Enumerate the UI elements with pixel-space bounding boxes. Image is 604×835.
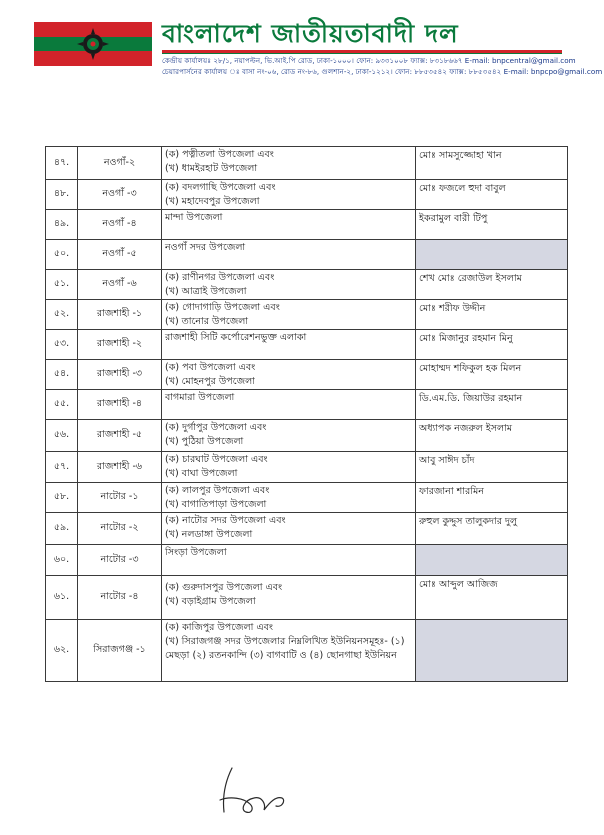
constituency-cell: নাটোর -১ xyxy=(78,483,162,513)
party-flag-logo xyxy=(34,22,152,66)
candidate-cell: মোঃ শরীফ উদ্দীন xyxy=(416,300,568,330)
serial-cell: ৪৮. xyxy=(46,180,78,210)
constituency-cell: রাজশাহী -৫ xyxy=(78,420,162,452)
candidate-cell-empty xyxy=(416,240,568,270)
candidate-cell: মোঃ ফজলে হুদা বাবুল xyxy=(416,180,568,210)
candidate-cell: মোহাম্মদ শফিকুল হক মিলন xyxy=(416,360,568,390)
candidate-cell: অধ্যাপক নজরুল ইসলাম xyxy=(416,420,568,452)
area-cell xyxy=(162,300,416,330)
area-cell xyxy=(162,576,416,620)
party-name: বাংলাদেশ জাতীয়তাবাদী দল xyxy=(162,19,459,48)
serial-cell: ৫৭. xyxy=(46,452,78,483)
area-line: (খ) ধামইরহাট উপজেলা xyxy=(165,163,258,174)
area-line: (খ) বড়াইগ্রাম উপজেলা xyxy=(165,596,256,607)
serial-cell: ৬১. xyxy=(46,576,78,620)
area-line: (খ) তানোর উপজেলা xyxy=(165,316,249,327)
serial-cell: ৫৫. xyxy=(46,390,78,420)
area-line: নওগাঁ সদর উপজেলা xyxy=(165,242,246,253)
table-row xyxy=(46,360,568,390)
area-line: (ক) কাজিপুর উপজেলা এবং xyxy=(165,622,274,633)
table-row xyxy=(46,210,568,240)
area-line: (ক) বদলগাছি উপজেলা এবং xyxy=(165,182,276,193)
area-line: (ক) পত্নীতলা উপজেলা এবং xyxy=(165,149,274,160)
handwritten-signature xyxy=(210,760,300,820)
letterhead xyxy=(0,0,604,80)
constituency-cell: নওগাঁ -৪ xyxy=(78,210,162,240)
area-line: (ক) দুর্গাপুর উপজেলা এবং xyxy=(165,422,267,433)
area-cell xyxy=(162,360,416,390)
table-row xyxy=(46,620,568,682)
table-row xyxy=(46,483,568,513)
signature-icon xyxy=(210,760,300,820)
area-cell xyxy=(162,545,416,576)
constituency-cell: নাটোর -৩ xyxy=(78,545,162,576)
area-cell xyxy=(162,452,416,483)
area-cell xyxy=(162,390,416,420)
constituency-cell: নওগাঁ -৬ xyxy=(78,270,162,300)
serial-cell: ৫৩. xyxy=(46,330,78,360)
candidate-cell: রুহুল কুদ্দুস তালুকদার দুলু xyxy=(416,513,568,545)
serial-cell: ৫৬. xyxy=(46,420,78,452)
area-cell xyxy=(162,210,416,240)
table-row xyxy=(46,147,568,180)
area-line: (খ) নলডাঙ্গা উপজেলা xyxy=(165,529,253,540)
table-row xyxy=(46,513,568,545)
candidate-cell-empty xyxy=(416,620,568,682)
serial-cell: ৫১. xyxy=(46,270,78,300)
table-row xyxy=(46,545,568,576)
area-line: (খ) মহাদেবপুর উপজেলা xyxy=(165,196,260,207)
table-row xyxy=(46,180,568,210)
table-row xyxy=(46,300,568,330)
constituency-cell: রাজশাহী -১ xyxy=(78,300,162,330)
header-rule-green xyxy=(162,53,562,54)
serial-cell: ৪৭. xyxy=(46,147,78,180)
area-cell xyxy=(162,270,416,300)
table-row xyxy=(46,330,568,360)
serial-cell: ৪৯. xyxy=(46,210,78,240)
constituency-cell: রাজশাহী -৪ xyxy=(78,390,162,420)
area-line: (ক) চারঘাট উপজেলা এবং xyxy=(165,454,268,465)
area-cell xyxy=(162,180,416,210)
area-cell xyxy=(162,240,416,270)
constituency-cell: রাজশাহী -৩ xyxy=(78,360,162,390)
area-line: (ক) পবা উপজেলা এবং xyxy=(165,362,256,373)
constituency-cell: নওগাঁ-২ xyxy=(78,147,162,180)
area-line: (খ) সিরাজগঞ্জ সদর উপজেলার নিম্নলিখিত ইউনিয়নসমূহঃ- (১) xyxy=(165,636,405,647)
table-row xyxy=(46,420,568,452)
candidate-cell: ফারজানা শারমিন xyxy=(416,483,568,513)
constituency-cell: নাটোর -৪ xyxy=(78,576,162,620)
area-line: (ক) রাণীনগর উপজেলা এবং xyxy=(165,272,275,283)
serial-cell: ৫৮. xyxy=(46,483,78,513)
area-line: সিংড়া উপজেলা xyxy=(165,547,227,558)
chairperson-office-address: চেয়ারপার্সনের কার্যালয় ঃ বাসা নং-০৬, রোড নং-৮৬, গুলশান-২, ঢাকা-১২১২। ফোন: ৮৮৫৩৫৪২ ফ্যাক্স: ৮৮৫৩৫৪২ E-mail: bnpcpo@gmail.com xyxy=(162,67,603,76)
serial-cell: ৫০. xyxy=(46,240,78,270)
area-cell xyxy=(162,330,416,360)
candidate-cell: ডি.এম.ডি. জিয়াউর রহমান xyxy=(416,390,568,420)
area-cell xyxy=(162,420,416,452)
flag-emblem-icon xyxy=(34,22,152,66)
candidate-cell: মোঃ সামসুজ্জোহা খান xyxy=(416,147,568,180)
candidate-cell: মোঃ আব্দুল আজিজ xyxy=(416,576,568,620)
candidate-table-body xyxy=(46,147,568,682)
area-cell xyxy=(162,483,416,513)
area-line: মান্দা উপজেলা xyxy=(165,212,223,223)
candidate-table xyxy=(45,146,568,682)
area-cell xyxy=(162,147,416,180)
central-office-address: কেন্দ্রীয় কার্যালয়ঃ ২৮/১, নয়াপল্টন, ভি.আই.পি রোড, ঢাকা-১০০০। ফোন: ৯৩৩১০০৮ ফ্যাক্স: ৮৩১৮৬৬৭ E-mail: bnpcentral@gmail.com xyxy=(162,56,576,65)
candidate-cell: আবু সাঈদ চাঁদ xyxy=(416,452,568,483)
candidate-cell: ইকরামুল বারী টিপু xyxy=(416,210,568,240)
serial-cell: ৫২. xyxy=(46,300,78,330)
serial-cell: ৬০. xyxy=(46,545,78,576)
constituency-cell: নওগাঁ -৫ xyxy=(78,240,162,270)
constituency-cell: রাজশাহী -২ xyxy=(78,330,162,360)
area-line: (খ) পুঠিয়া উপজেলা xyxy=(165,436,244,447)
area-cell xyxy=(162,513,416,545)
area-line: রাজশাহী সিটি কর্পোরেশনভুক্ত এলাকা xyxy=(165,332,307,343)
candidate-cell: শেখ মোঃ রেজাউল ইসলাম xyxy=(416,270,568,300)
area-line: (ক) লালপুর উপজেলা এবং xyxy=(165,485,270,496)
table-row xyxy=(46,390,568,420)
area-line: (খ) বাগাতিপাড়া উপজেলা xyxy=(165,499,267,510)
area-line: (ক) নাটোর সদর উপজেলা এবং xyxy=(165,515,286,526)
candidate-cell-empty xyxy=(416,545,568,576)
area-line: (খ) মোহনপুর উপজেলা xyxy=(165,376,255,387)
area-cell xyxy=(162,620,416,682)
constituency-cell: সিরাজগঞ্জ -১ xyxy=(78,620,162,682)
serial-cell: ৬২. xyxy=(46,620,78,682)
serial-cell: ৫৯. xyxy=(46,513,78,545)
area-line: বাগমারা উপজেলা xyxy=(165,392,235,403)
constituency-cell: নওগাঁ -৩ xyxy=(78,180,162,210)
area-line: (খ) আত্রাই উপজেলা xyxy=(165,286,247,297)
table-row xyxy=(46,240,568,270)
table-row xyxy=(46,270,568,300)
constituency-cell: রাজশাহী -৬ xyxy=(78,452,162,483)
table-row xyxy=(46,576,568,620)
table-row xyxy=(46,452,568,483)
area-line: মেছড়া (২) রতনকান্দি (৩) বাগবাটি ও (৪) ছোনগাছা ইউনিয়ন xyxy=(165,650,397,661)
candidate-cell: মোঃ মিজানুর রহমান মিনু xyxy=(416,330,568,360)
area-line: (ক) গোদাগাড়ি উপজেলা এবং xyxy=(165,302,280,313)
area-line: (খ) বাঘা উপজেলা xyxy=(165,468,238,479)
serial-cell: ৫৪. xyxy=(46,360,78,390)
area-line: (ক) গুরুদাসপুর উপজেলা এবং xyxy=(165,582,283,593)
constituency-cell: নাটোর -২ xyxy=(78,513,162,545)
